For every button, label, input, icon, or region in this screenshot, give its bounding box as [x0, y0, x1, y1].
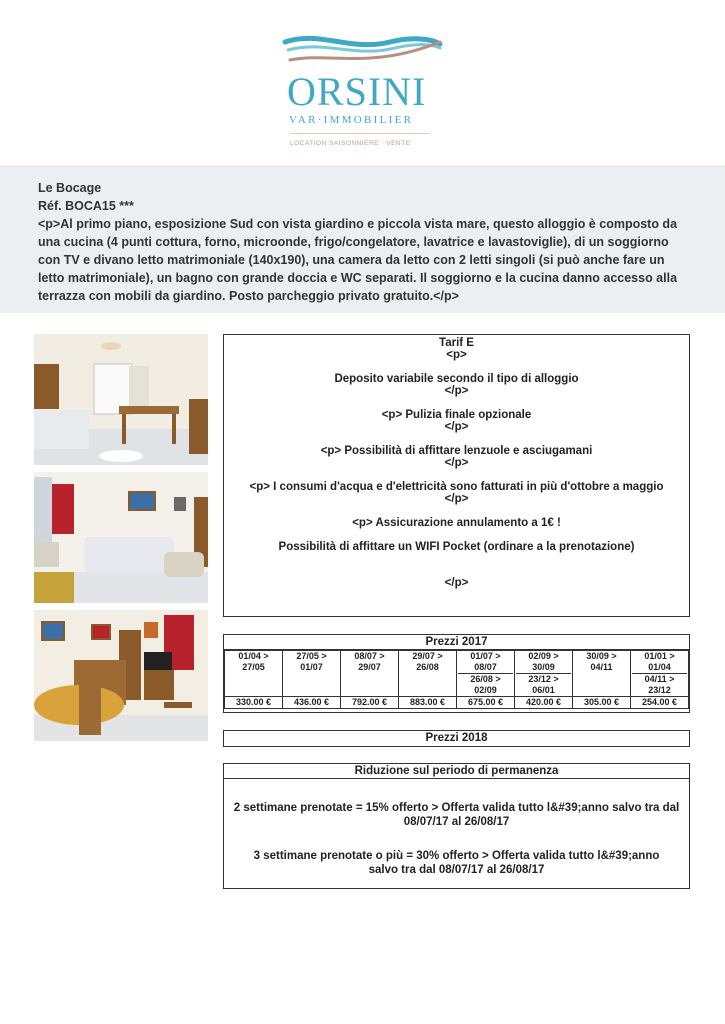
- period-text: 29/07 >: [412, 651, 443, 661]
- period-cell: [399, 651, 457, 697]
- period-cell: [283, 651, 341, 697]
- period-text: 27/05: [242, 662, 265, 672]
- orsini-logo: [280, 30, 445, 155]
- period-text: 30/09: [532, 662, 555, 672]
- period-text: 04/11: [590, 662, 613, 672]
- period-text: 23/12 >: [516, 673, 571, 685]
- price-cell: 436.00 €: [283, 697, 341, 709]
- tarif-line: [224, 433, 689, 445]
- prices-2017-box: [223, 634, 690, 713]
- tarif-line: [224, 565, 689, 577]
- prices-2018-box: [223, 730, 690, 747]
- period-text: 29/07: [358, 662, 381, 672]
- period-text: 23/12: [648, 685, 671, 695]
- period-text: 01/07 >: [470, 651, 501, 661]
- price-cell: 420.00 €: [515, 697, 573, 709]
- period-cell: [631, 651, 689, 697]
- period-cell: [573, 651, 631, 697]
- period-text: 27/05 >: [296, 651, 327, 661]
- prices-2017-table: [224, 650, 689, 709]
- period-text: 08/07: [474, 662, 497, 672]
- tarif-line: <p> Assicurazione annulamento a 1€ !: [352, 517, 561, 529]
- period-text: 06/01: [532, 685, 555, 695]
- period-text: 01/04 >: [238, 651, 269, 661]
- brand-divider: [290, 133, 430, 134]
- brand-tagline: LOCATION SAISONNIERE · VENTE: [290, 140, 411, 147]
- period-text: 26/08: [416, 662, 439, 672]
- period-cell: [225, 651, 283, 697]
- price-cell: 883.00 €: [399, 697, 457, 709]
- period-row: [225, 651, 689, 697]
- tarif-line: [224, 505, 689, 517]
- property-name: Le Bocage: [38, 181, 102, 195]
- prices-2017-title: Prezzi 2017: [224, 635, 689, 650]
- tarif-line: <p> I consumi d'acqua e d'elettricità sono fatturati in più d'ottobre a maggio: [249, 481, 664, 493]
- price-row: [225, 697, 689, 709]
- period-text: 30/09 >: [586, 651, 617, 661]
- tarif-line: [224, 361, 689, 373]
- tarif-lines: [224, 349, 689, 589]
- tarif-line: <p> Pulizia finale opzionale: [381, 409, 532, 421]
- period-cell: [515, 651, 573, 697]
- reduction-box: [223, 763, 690, 889]
- price-cell: 254.00 €: [631, 697, 689, 709]
- tarif-title: Tarif E: [439, 337, 474, 349]
- period-cell: [457, 651, 515, 697]
- tarif-line: </p>: [444, 577, 469, 589]
- tarif-line: [224, 553, 689, 565]
- tarif-line: <p>: [446, 349, 467, 361]
- brand-subtitle: VAR·IMMOBILIER: [289, 114, 414, 126]
- reduction-offer-3-weeks: 3 settimane prenotate o più = 30% offerto > Offerta valida tutto l&#39;anno salvo tra dal 08/07/17 al 26/08/17: [253, 850, 660, 876]
- tarif-line: </p>: [444, 421, 469, 433]
- brand-name: ORSINI: [287, 69, 427, 114]
- period-text: 01/04: [648, 662, 671, 672]
- reduction-title: Riduzione sul periodo di permanenza: [224, 764, 689, 779]
- period-text: 04/11 >: [632, 673, 687, 685]
- period-text: 26/08 >: [458, 673, 513, 685]
- tarif-line: </p>: [444, 493, 469, 505]
- tarif-box: [223, 334, 690, 617]
- period-text: 02/09 >: [528, 651, 559, 661]
- tarif-line: [224, 397, 689, 409]
- tarif-line: </p>: [444, 457, 469, 469]
- period-text: 08/07 >: [354, 651, 385, 661]
- tarif-line: [224, 469, 689, 481]
- period-text: 01/07: [300, 662, 323, 672]
- price-cell: 792.00 €: [341, 697, 399, 709]
- photo-living-room: [34, 334, 208, 465]
- reduction-offer-2-weeks: 2 settimane prenotate = 15% offerto > Offerta valida tutto l&#39;anno salvo tra dal 08/07/17 al 26/08/17: [233, 802, 680, 828]
- property-reference: Réf. BOCA15 ***: [38, 199, 134, 213]
- photo-dining: [34, 610, 208, 741]
- prices-2018-title: Prezzi 2018: [425, 732, 488, 744]
- price-cell: 330.00 €: [225, 697, 283, 709]
- tarif-line: <p> Possibilità di affittare lenzuole e asciugamani: [320, 445, 593, 457]
- tarif-line: [224, 529, 689, 541]
- property-description-block: [38, 179, 693, 305]
- period-cell: [341, 651, 399, 697]
- property-description: <p>Al primo piano, esposizione Sud con vista giardino e piccola vista mare, questo alloggio è composto da una cucina (4 punti cottura, forno, microonde, frigo/congelatore, lavatrice e lavastoviglie), di un soggiorno con TV e divano letto matrimoniale (140x190), una camera da letto con 2 letti singoli (si può anche fare un letto matrimoniale), un bagno con grande doccia e WC separati. Il soggiorno e la cucina danno accesso alla terrazza con mobili da giardino. Posto parcheggio privato gratuito.</p>: [38, 217, 678, 303]
- period-text: 02/09: [474, 685, 497, 695]
- price-cell: 305.00 €: [573, 697, 631, 709]
- price-cell: 675.00 €: [457, 697, 515, 709]
- photo-sofa: [34, 472, 208, 603]
- tarif-line: Possibilità di affittare un WIFI Pocket (ordinare a la prenotazione): [278, 541, 635, 553]
- tarif-line: </p>: [444, 385, 469, 397]
- period-text: 01/01 >: [644, 651, 675, 661]
- tarif-line: Deposito variabile secondo il tipo di alloggio: [334, 373, 579, 385]
